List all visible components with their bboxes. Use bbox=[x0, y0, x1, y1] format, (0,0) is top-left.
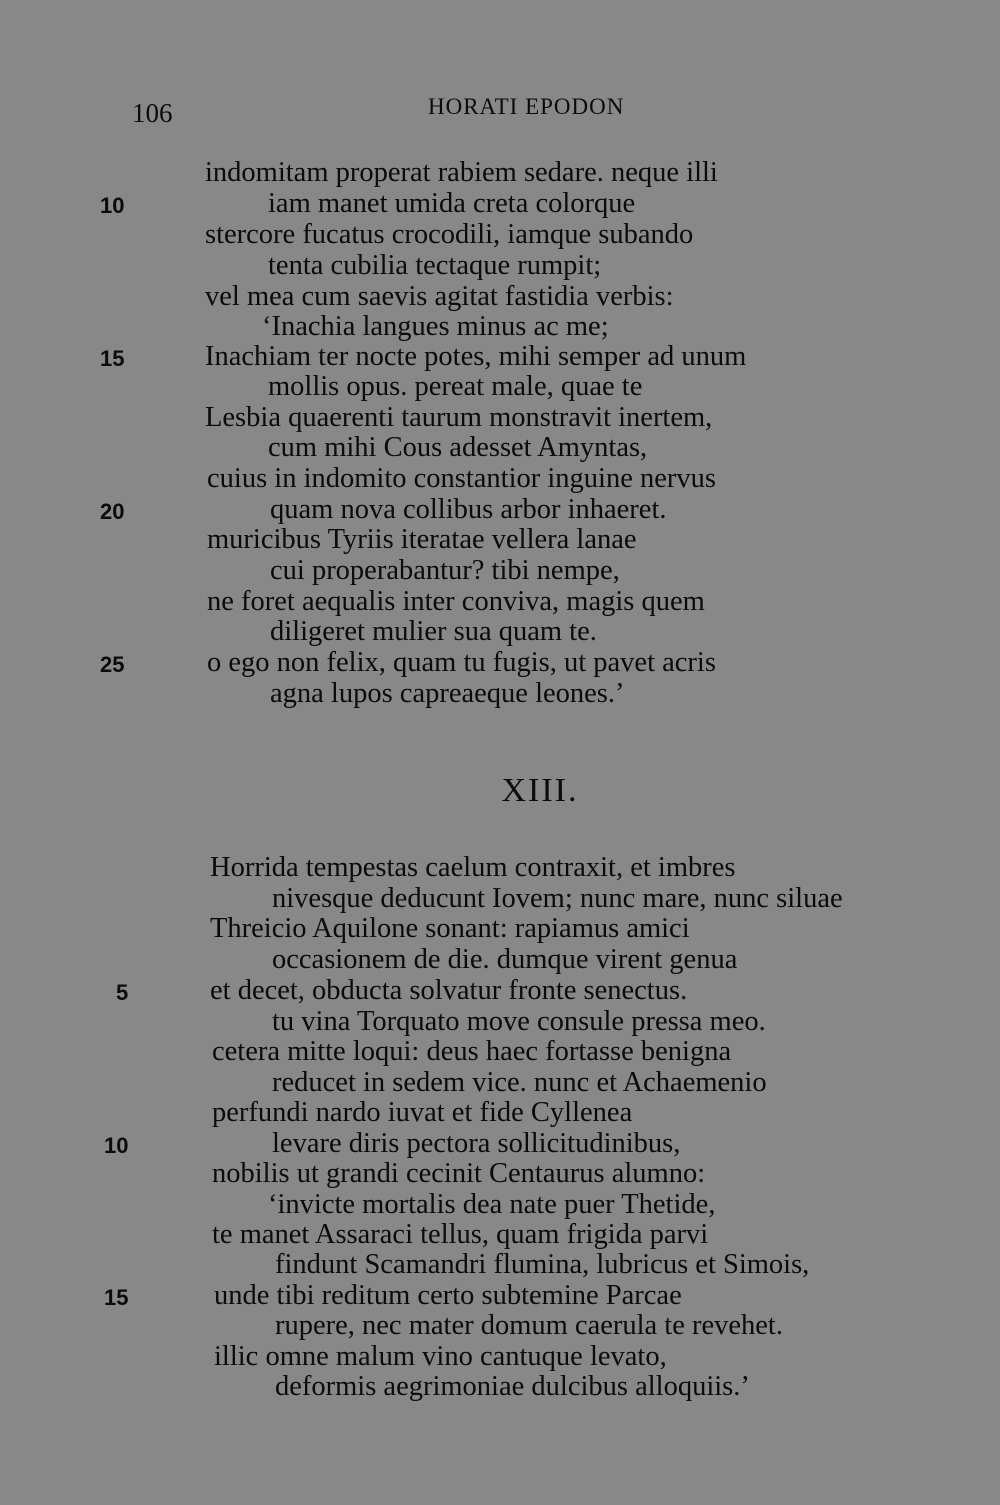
verse-line: ‘Inachia langues minus ac me; bbox=[262, 311, 609, 342]
line-number: 5 bbox=[116, 980, 129, 1005]
verse-line: quam nova collibus arbor inhaeret. bbox=[270, 494, 667, 525]
verse-line: tenta cubilia tectaque rumpit; bbox=[268, 250, 602, 281]
line-number: 25 bbox=[100, 652, 125, 677]
verse-line: tu vina Torquato move consule pressa meo. bbox=[272, 1006, 766, 1037]
verse-line: cuius in indomito constantior inguine nervus bbox=[207, 463, 716, 494]
verse-line: Inachiam ter nocte potes, mihi semper ad unum bbox=[205, 341, 747, 372]
running-title: HORATI EPODON bbox=[428, 94, 625, 119]
line-number: 15 bbox=[104, 1285, 129, 1310]
verse-line: perfundi nardo iuvat et fide Cyllenea bbox=[212, 1097, 633, 1128]
verse-line: ‘invicte mortalis dea nate puer Thetide, bbox=[268, 1189, 716, 1220]
verse-line: cum mihi Cous adesset Amyntas, bbox=[268, 432, 648, 463]
verse-line: Horrida tempestas caelum contraxit, et imbres bbox=[210, 852, 736, 883]
verse-line: cui properabantur? tibi nempe, bbox=[270, 555, 620, 586]
verse-line: agna lupos capreaeque leones.’ bbox=[270, 678, 625, 709]
verse-line: ne foret aequalis inter conviva, magis quem bbox=[207, 586, 705, 617]
verse-line: Threicio Aquilone sonant: rapiamus amici bbox=[210, 913, 690, 944]
verse-line: stercore fucatus crocodili, iamque subando bbox=[205, 219, 694, 250]
verse-line: rupere, nec mater domum caerula te revehet. bbox=[275, 1310, 783, 1341]
verse-line: nobilis ut grandi cecinit Centaurus alumno: bbox=[212, 1158, 706, 1189]
verse-line: iam manet umida creta colorque bbox=[268, 188, 636, 219]
line-number: 15 bbox=[100, 346, 125, 371]
verse-line: et decet, obducta solvatur fronte senectus. bbox=[210, 975, 688, 1006]
verse-line: vel mea cum saevis agitat fastidia verbis: bbox=[205, 281, 674, 312]
verse-line: indomitam properat rabiem sedare. neque illi bbox=[205, 157, 718, 188]
page-number: 106 bbox=[132, 98, 173, 128]
verse-line: diligeret mulier sua quam te. bbox=[270, 616, 597, 647]
verse-line: Lesbia quaerenti taurum monstravit inertem, bbox=[205, 402, 713, 433]
verse-line: reducet in sedem vice. nunc et Achaemenio bbox=[272, 1067, 767, 1098]
verse-line: mollis opus. pereat male, quae te bbox=[268, 371, 643, 402]
section-title: XIII. bbox=[501, 772, 579, 809]
line-number: 20 bbox=[100, 499, 125, 524]
verse-line: o ego non felix, quam tu fugis, ut pavet acris bbox=[207, 647, 716, 678]
verse-line: cetera mitte loqui: deus haec fortasse benigna bbox=[212, 1036, 732, 1067]
line-number: 10 bbox=[100, 193, 125, 218]
verse-line: levare diris pectora sollicitudinibus, bbox=[272, 1128, 681, 1159]
verse-line: muricibus Tyriis iteratae vellera lanae bbox=[207, 524, 637, 555]
verse-line: occasionem de die. dumque virent genua bbox=[272, 944, 738, 975]
verse-line: illic omne malum vino cantuque levato, bbox=[214, 1341, 667, 1372]
verse-line: findunt Scamandri flumina, lubricus et Simois, bbox=[275, 1249, 810, 1280]
verse-line: nivesque deducunt Iovem; nunc mare, nunc siluae bbox=[272, 883, 843, 914]
verse-line: deformis aegrimoniae dulcibus alloquiis.’ bbox=[275, 1371, 750, 1402]
verse-line: te manet Assaraci tellus, quam frigida parvi bbox=[212, 1219, 709, 1250]
line-number: 10 bbox=[104, 1133, 129, 1158]
verse-line: unde tibi reditum certo subtemine Parcae bbox=[214, 1280, 682, 1311]
